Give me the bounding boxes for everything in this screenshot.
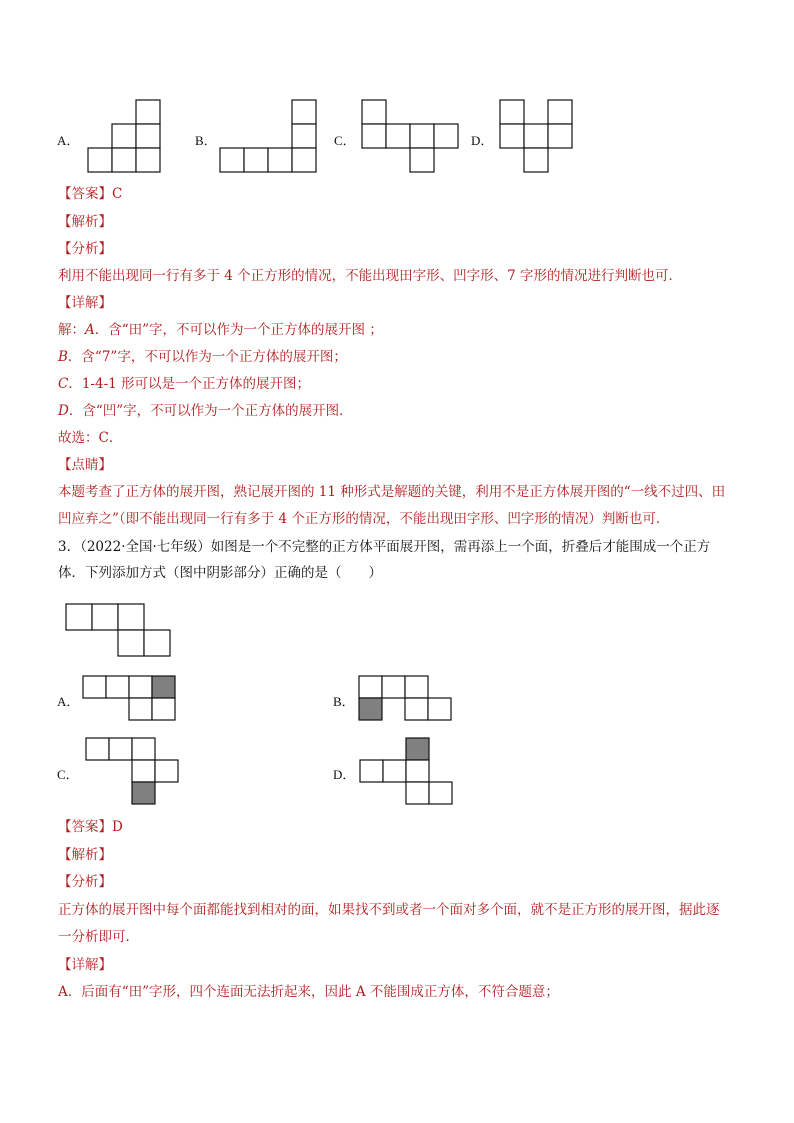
detail-text: ．含“凹”字，不可以作为一个正方体的展开图． — [68, 403, 353, 419]
q3-answer-value: D — [112, 819, 123, 835]
q3-option-b-label: B． — [333, 694, 355, 709]
q3-analysis-label: 【解析】 — [58, 847, 112, 863]
q3-fenxi-line-2: 一分析即可． — [58, 929, 139, 945]
q3-option-c-net — [86, 738, 179, 806]
q3-xiangjie-label: 【详解】 — [58, 957, 112, 973]
q3-question-line-1: 3．（2022·全国·七年级）如图是一个不完整的正方体平面展开图，需再添上一个面，折叠后才能围成一个正方 — [58, 539, 711, 555]
detail-letter: D — [58, 403, 69, 419]
detail-text: ．1-4-1 形可以是一个正方体的展开图； — [68, 376, 311, 392]
q2-dianjing-line-2: 凹应弃之”（即不能出现同一行有多于 4 个正方形的情况，不能出现田字形、凹字形的情况）判断也可． — [58, 511, 670, 527]
q2-detail-c — [58, 375, 310, 393]
q3-detail-a: A．后面有“田”字形，四个连面无法折起来，因此 A 不能围成正方体，不符合题意； — [58, 984, 559, 1000]
q2-detail-a — [58, 321, 383, 339]
q3-fenxi-label: 【分析】 — [58, 874, 112, 890]
detail-text: ．含“7”字，不可以作为一个正方体的展开图； — [67, 349, 347, 365]
q3-option-c-label: C． — [57, 767, 79, 782]
q3-answer — [58, 818, 123, 836]
q2-detail-d — [58, 402, 353, 420]
q3-question-line-2: 体．下列添加方式（图中阴影部分）正确的是（ ） — [58, 565, 382, 581]
q2-analysis-label: 【解析】 — [58, 214, 112, 230]
detail-letter: C — [58, 376, 69, 392]
detail-text: ．含“田”字，不可以作为一个正方体的展开图 ； — [94, 322, 383, 338]
q2-option-d-net — [500, 100, 572, 172]
q2-option-a-label: A． — [57, 133, 80, 148]
q2-answer-value: C — [112, 186, 123, 202]
q3-option-b-net — [359, 676, 452, 721]
q2-option-d-label: D． — [471, 133, 494, 148]
q2-fenxi-label: 【分析】 — [58, 241, 112, 257]
q2-dianjing-line-1: 本题考查了正方体的展开图，熟记展开图的 11 种形式是解题的关键，利用不是正方体展开图的“一线不过四、田 — [58, 484, 726, 500]
q3-base-net — [66, 604, 171, 656]
q3-answer-label: 【答案】 — [58, 819, 112, 835]
q3-option-d-label: D． — [333, 767, 356, 782]
q3-option-d-net — [360, 738, 453, 806]
q2-option-c-net — [362, 100, 458, 172]
q2-option-c-label: C． — [334, 133, 356, 148]
q2-choose: 故选：C． — [58, 430, 123, 446]
q2-answer-label: 【答案】 — [58, 186, 112, 202]
detail-letter: B — [58, 349, 68, 365]
q2-option-a-net — [88, 100, 160, 172]
q2-detail-b — [58, 348, 347, 366]
q3-option-a-net — [83, 676, 176, 721]
q3-fenxi-line-1: 正方体的展开图中每个面都能找到相对的面，如果找不到或者一个面对多个面，就不是正方形的展开图，据此逐 — [58, 902, 720, 918]
q3-option-a-label: A． — [57, 694, 80, 709]
q2-xiangjie-label: 【详解】 — [58, 295, 112, 311]
detail-letter: A — [85, 322, 95, 338]
q2-dianjing-label: 【点睛】 — [58, 457, 112, 473]
q2-answer — [58, 185, 122, 203]
detail-prefix: 解： — [58, 322, 85, 338]
q2-fenxi-text: 利用不能出现同一行有多于 4 个正方形的情况，不能出现田字形、凹字形、7 字形的情况进行判断也可． — [58, 268, 683, 284]
q2-option-b-label: B． — [195, 133, 217, 148]
q2-option-b-net — [220, 100, 316, 172]
